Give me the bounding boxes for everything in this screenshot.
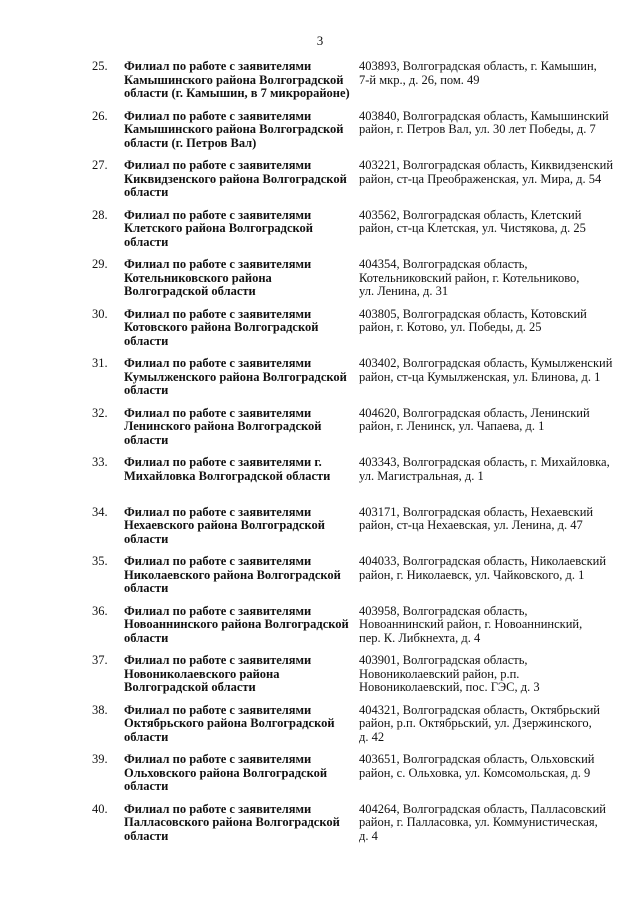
- branch-name-line: Филиал по работе с заявителями: [124, 603, 312, 618]
- branch-address-line: район, ст-ца Клетская, ул. Чистякова, д. 25: [359, 221, 586, 235]
- branch-name-line: Камышинского района Волгоградской: [124, 72, 344, 87]
- branch-address-line: 403901, Волгоградская область,: [359, 653, 528, 667]
- branch-name: [124, 407, 352, 448]
- branch-address-line: Новоаннинский район, г. Новоаннинский,: [359, 617, 583, 631]
- branch-address: [359, 258, 629, 299]
- branch-address-line: 403840, Волгоградская область, Камышинский: [359, 108, 609, 123]
- list-item: [0, 407, 640, 457]
- branch-name-line: области: [124, 779, 169, 793]
- branch-address: [359, 209, 629, 236]
- branch-name: [124, 110, 352, 151]
- item-number: 32.: [92, 405, 108, 420]
- branch-name: [124, 605, 352, 646]
- list-item: [0, 258, 640, 308]
- branch-address-line: район, ст-ца Нехаевская, ул. Ленина, д. 47: [359, 518, 583, 532]
- branch-address-line: район, г. Петров Вал, ул. 30 лет Победы, д. 7: [359, 122, 596, 136]
- branch-name-line: Михайловка Волгоградской области: [124, 468, 331, 483]
- branch-address-line: 404033, Волгоградская область, Николаевский: [359, 554, 607, 568]
- branch-name-line: Филиал по работе с заявителями: [124, 158, 312, 172]
- branch-name-line: области (г. Петров Вал): [124, 135, 257, 150]
- branch-address: [359, 506, 629, 533]
- branch-address: [359, 605, 629, 646]
- branch-name-line: Филиал по работе с заявителями г.: [124, 455, 322, 469]
- branch-address: [359, 308, 629, 335]
- branch-address-line: 404321, Волгоградская область, Октябрьский: [359, 702, 600, 717]
- item-number: 26.: [92, 108, 108, 123]
- item-number: 25.: [92, 59, 108, 73]
- branch-name-line: области: [124, 383, 169, 397]
- branch-address-line: 404620, Волгоградская область, Ленинский: [359, 405, 590, 420]
- branch-address-line: Новониколаевский район, р.п.: [359, 666, 520, 681]
- branch-address-line: пер. К. Либкнехта, д. 4: [359, 630, 481, 645]
- list-item: [0, 159, 640, 209]
- item-number: 29.: [92, 257, 108, 271]
- branch-name: [124, 258, 352, 299]
- branch-name: [124, 456, 352, 483]
- branch-name-line: Ленинского района Волгоградской: [124, 419, 322, 433]
- branch-name: [124, 357, 352, 398]
- branch-name-line: Палласовского района Волгоградской: [124, 815, 340, 829]
- branch-address-line: д. 4: [359, 828, 378, 843]
- branch-address: [359, 704, 629, 745]
- item-number: 39.: [92, 752, 108, 766]
- list-item: [0, 60, 640, 110]
- branch-address-line: ул. Ленина, д. 31: [359, 284, 449, 298]
- branch-address-line: 403893, Волгоградская область, г. Камышин,: [359, 59, 597, 73]
- branch-address-line: 403171, Волгоградская область, Нехаевский: [359, 504, 594, 519]
- branch-name-line: Ольховского района Волгоградской: [124, 765, 328, 780]
- branch-name-line: Октябрьского района Волгоградской: [124, 716, 335, 730]
- branch-name: [124, 753, 352, 794]
- list-item: [0, 308, 640, 358]
- branch-address: [359, 803, 629, 844]
- branch-name: [124, 308, 352, 349]
- branch-name-line: Филиал по работе с заявителями: [124, 207, 312, 222]
- item-number: 27.: [92, 158, 108, 172]
- branch-name: [124, 654, 352, 695]
- branch-name-line: Нехаевского района Волгоградской: [124, 518, 325, 532]
- branch-address-line: 403958, Волгоградская область,: [359, 603, 528, 618]
- branch-name-line: Николаевского района Волгоградской: [124, 567, 341, 582]
- branch-address-line: район, г. Николаевск, ул. Чайковского, д. 1: [359, 567, 585, 582]
- branch-name-line: Волгоградской области: [124, 284, 256, 298]
- list-item: [0, 357, 640, 407]
- branch-address: [359, 456, 629, 483]
- branch-name: [124, 803, 352, 844]
- branch-name-line: Филиал по работе с заявителями: [124, 59, 312, 73]
- branch-name-line: Филиал по работе с заявителями: [124, 752, 312, 766]
- item-number: 34.: [92, 504, 108, 519]
- branch-address-line: район, ст-ца Кумылженская, ул. Блинова, д. 1: [359, 369, 601, 384]
- branch-address-line: 403805, Волгоградская область, Котовский: [359, 306, 587, 321]
- item-number: 37.: [92, 653, 108, 667]
- list-item: [0, 506, 640, 556]
- item-number: 35.: [92, 554, 108, 568]
- branch-name-line: Филиал по работе с заявителями: [124, 306, 312, 321]
- branch-name-line: Филиал по работе с заявителями: [124, 504, 312, 519]
- branch-address: [359, 357, 629, 384]
- branch-name: [124, 506, 352, 547]
- branch-name-line: области: [124, 581, 169, 595]
- item-number: 38.: [92, 702, 108, 717]
- item-number: 36.: [92, 603, 108, 618]
- branch-name-line: Филиал по работе с заявителями: [124, 356, 312, 370]
- list-item: [0, 110, 640, 160]
- list-item: [0, 605, 640, 655]
- item-number: 31.: [92, 356, 108, 370]
- branch-address: [359, 753, 629, 780]
- list-item: [0, 753, 640, 803]
- branch-address: [359, 555, 629, 582]
- branch-name-line: области: [124, 531, 169, 546]
- branch-name-line: области (г. Камышин, в 7 микрорайоне): [124, 86, 350, 100]
- branch-name-line: области: [124, 828, 169, 843]
- branch-address-line: район, с. Ольховка, ул. Комсомольская, д. 9: [359, 765, 591, 780]
- branch-name: [124, 555, 352, 596]
- branch-name-line: Волгоградской области: [124, 680, 256, 694]
- branch-address: [359, 407, 629, 434]
- branch-name-line: области: [124, 432, 169, 447]
- branch-list: [0, 60, 640, 852]
- branch-address-line: 403402, Волгоградская область, Кумылженский: [359, 356, 613, 370]
- list-item: [0, 803, 640, 853]
- branch-address-line: район, г. Котово, ул. Победы, д. 25: [359, 320, 542, 334]
- list-item: [0, 555, 640, 605]
- branch-address-line: район, р.п. Октябрьский, ул. Дзержинского,: [359, 716, 592, 730]
- branch-name-line: Новониколаевского района: [124, 666, 280, 681]
- branch-address-line: Котельниковский район, г. Котельниково,: [359, 270, 580, 285]
- branch-address-line: 7-й мкр., д. 26, пом. 49: [359, 72, 480, 87]
- branch-name-line: области: [124, 630, 169, 645]
- branch-name-line: Филиал по работе с заявителями: [124, 653, 312, 667]
- branch-name-line: Филиал по работе с заявителями: [124, 554, 312, 568]
- branch-address-line: 403562, Волгоградская область, Клетский: [359, 207, 582, 222]
- branch-name-line: области: [124, 333, 169, 348]
- branch-name-line: Камышинского района Волгоградской: [124, 122, 344, 136]
- branch-address: [359, 654, 629, 695]
- branch-name-line: Клетского района Волгоградской: [124, 221, 314, 235]
- branch-address-line: 403221, Волгоградская область, Киквидзенский: [359, 158, 614, 172]
- branch-address-line: ул. Магистральная, д. 1: [359, 468, 484, 483]
- branch-name: [124, 209, 352, 250]
- branch-address-line: 403343, Волгоградская область, г. Михайловка,: [359, 455, 610, 469]
- branch-address-line: район, ст-ца Преображенская, ул. Мира, д. 54: [359, 171, 602, 186]
- branch-name-line: Киквидзенского района Волгоградской: [124, 171, 347, 186]
- branch-address: [359, 159, 629, 186]
- branch-name-line: области: [124, 729, 169, 744]
- branch-address-line: 404354, Волгоградская область,: [359, 257, 528, 271]
- branch-name-line: Филиал по работе с заявителями: [124, 257, 312, 271]
- item-number: 33.: [92, 455, 108, 469]
- branch-name-line: области: [124, 234, 169, 249]
- branch-name-line: Филиал по работе с заявителями: [124, 801, 312, 816]
- item-number: 28.: [92, 207, 108, 222]
- list-item: [0, 704, 640, 754]
- branch-name: [124, 60, 352, 101]
- branch-name-line: Филиал по работе с заявителями: [124, 702, 312, 717]
- branch-name: [124, 704, 352, 745]
- branch-name-line: Филиал по работе с заявителями: [124, 405, 312, 420]
- list-item: [0, 654, 640, 704]
- page-number: 3: [316, 33, 324, 48]
- item-number: 40.: [92, 801, 108, 816]
- branch-name-line: Котовского района Волгоградской: [124, 320, 319, 334]
- list-item: [0, 456, 640, 506]
- item-number: 30.: [92, 306, 108, 321]
- branch-name-line: области: [124, 185, 169, 199]
- branch-address-line: Новониколаевский, пос. ГЭС, д. 3: [359, 680, 540, 694]
- branch-address-line: 403651, Волгоградская область, Ольховский: [359, 752, 595, 766]
- branch-address-line: д. 42: [359, 729, 385, 744]
- branch-address-line: 404264, Волгоградская область, Палласовский: [359, 801, 606, 816]
- branch-name-line: Филиал по работе с заявителями: [124, 108, 312, 123]
- branch-address-line: район, г. Ленинск, ул. Чапаева, д. 1: [359, 419, 545, 433]
- branch-name-line: Кумылженского района Волгоградской: [124, 369, 347, 384]
- branch-address-line: район, г. Палласовка, ул. Коммунистическая,: [359, 815, 598, 829]
- branch-name: [124, 159, 352, 200]
- branch-address: [359, 60, 629, 87]
- list-item: [0, 209, 640, 259]
- branch-name-line: Котельниковского района: [124, 270, 272, 285]
- branch-name-line: Новоаннинского района Волгоградской: [124, 617, 349, 631]
- branch-address: [359, 110, 629, 137]
